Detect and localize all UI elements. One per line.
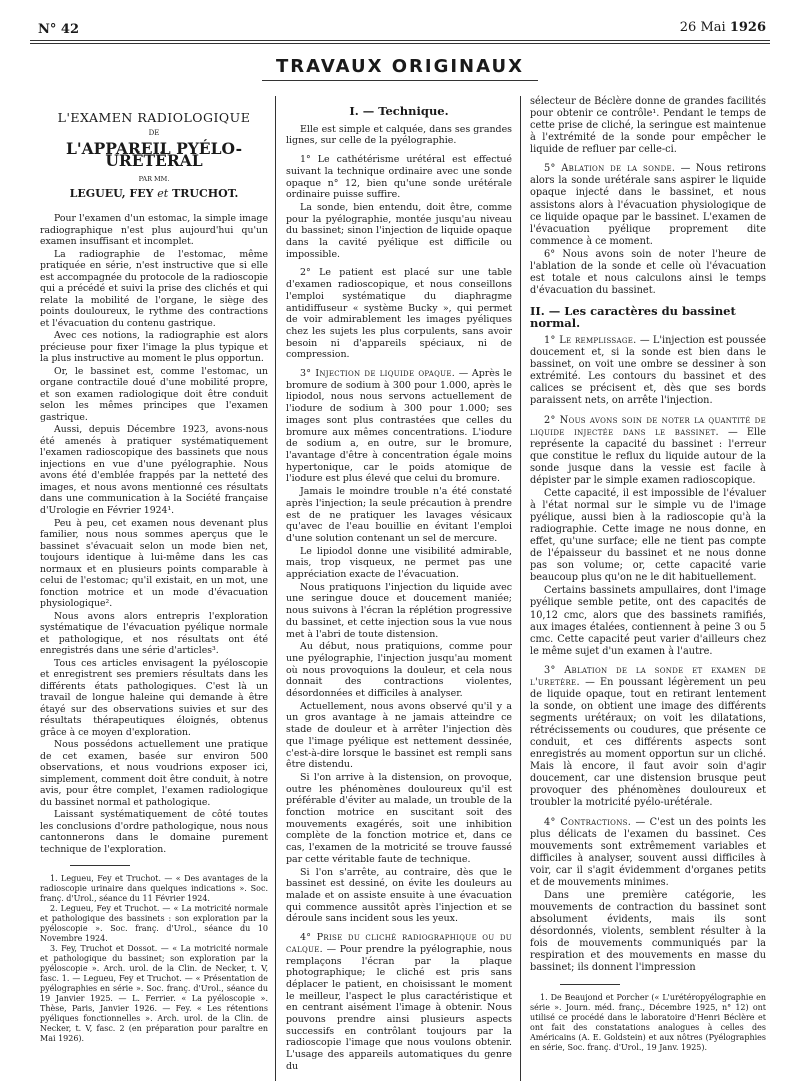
- paragraph: Cette capacité, il est impossible de l'évaluer à l'état normal sur le simple vu de l'image pyélique, aussi bien à la radioscopie qu'à la radiographie. Cette image ne nous donne, en effet, qu'une surface; elle ne tient pas compte de l'épaisseur du bassinet et ne nous donne pas son volume; or, cette capacité varie beaucoup plus qu'on ne le dit habituellement.: [530, 487, 766, 584]
- paragraph: Jamais le moindre trouble n'a été constaté après l'injection; la seule précaution à prendre est de ne pratiquer les lavages vésicaux qu'avec de l'eau bouillie en évitant l'emploi d'une solution contenant un sel de mercure.: [286, 486, 512, 544]
- paragraph: La radiographie de l'estomac, même pratiquée en série, n'est instructive que si elle est accompagnée du protocole de la radioscopie qui a précédé et suivi la prise des clichés et qui relate la mobilité de l'organe, le siège des points douloureux, le rythme des contractions et l'évacuation du contenu gastrique.: [40, 248, 268, 329]
- footnote: 1. Legueu, Fey et Truchot. — « Des avantages de la radioscopie urinaire dans quelques indications ». Soc. franç. d'Urol., séance du 11 Février 1924.: [40, 874, 268, 904]
- article-title-de: DE: [148, 128, 160, 137]
- section-title: TRAVAUX ORIGINAUX: [276, 56, 524, 77]
- section-title-rule: [262, 80, 538, 81]
- footnote: 1. De Beaujond et Porcher (« L'urétéropyélographie en série ». Journ. méd. franç., Décembre 1925, n° 12) ont utilisé ce procédé dans le laboratoire d'Henri Béclère et ont fait des constatations analogues à celles des Américains (A. E. Goldstein) et aux nôtres (Pyélographies en série, Soc. franç. d'Urol., 19 Janv. 1925).: [530, 993, 766, 1053]
- article-title-line2: L'APPAREIL PYÉLO-URÉTÉRAL: [65, 139, 243, 170]
- issue-date-year: 1926: [729, 20, 766, 35]
- article-par: PAR MM.: [138, 175, 170, 184]
- paragraph: 6° Nous avons soin de noter l'heure de l'ablation de la sonde et celle où l'évacuation est totale et nous calculons ainsi le temps d'évacuation du bassinet.: [530, 248, 766, 296]
- footnotes: [40, 874, 268, 1044]
- paragraph: 2° Le patient est placé sur une table d'examen radioscopique, et nous conseillons l'emploi systématique du diaphragme antidiffuseur « système Bucky », qui permet de voir admirablement les images pyéliques chez les sujets les plus corpulents, sans avoir besoin ni d'appareils spéciaux, ni de compression.: [286, 267, 512, 361]
- footnotes: [530, 993, 766, 1053]
- paragraph: [530, 817, 766, 889]
- run-in-heading: 1° Le remplissage.: [544, 335, 637, 347]
- paragraph: Le lipiodol donne une visibilité admirable, mais, trop visqueux, ne permet pas une appréciation exacte de l'évacuation.: [286, 545, 512, 581]
- paragraph: Certains bassinets ampullaires, dont l'image pyélique semble petite, ont des capacités de 10,12 cmc, alors que des bassinets ramifiés, aux images étalées, contiennent à peine 3 ou 5 cmc. Cette capacité peut varier d'ailleurs chez le même sujet d'un examen à l'autre.: [530, 585, 766, 657]
- paragraph: Nous avons alors entrepris l'exploration systématique de l'évacuation pyélique normale et pathologique, et nos résultats ont été enregistrés dans une série d'articles³.: [40, 610, 268, 657]
- run-in-heading: 3° Injection de liquide opaque.: [300, 368, 456, 380]
- column-divider-2: [520, 96, 521, 1081]
- section-heading-bassinet: II. — Les caractères du bassinet normal.: [530, 304, 736, 331]
- paragraph: [530, 665, 766, 810]
- footnote-rule: [560, 984, 620, 985]
- paragraph: Laissant systématiquement de côté toutes les conclusions d'ordre pathologique, nous nous cantonnerons dans le domaine purement technique de l'exploration.: [40, 809, 268, 855]
- run-in-heading: 4° Prise du cliché radiographique ou du calque.: [286, 932, 512, 955]
- paragraph: Pour l'examen d'un estomac, la simple image radiographique n'est plus aujourd'hui qu'un examen insuffisant et incomplet.: [40, 213, 268, 248]
- paragraph-text: — Après le bromure de sodium à 300 pour 1.000, après le lipiodol, nous nous servons actuellement de l'iodure de sodium à 300 pour 1.000; ses images sont plus contrastées que celles du bromure aux mêmes concentrations. L'iodure de sodium a, en outre, sur le bromure, l'avantage d'être à concentration égale moins hypertonique, car le poids atomique de l'iodure est plus élevé que celui du bromure.: [286, 368, 512, 485]
- paragraph: [530, 415, 766, 487]
- paragraph: [530, 163, 766, 247]
- run-in-heading: 2° Nous avons soin de noter la quantité de liquide injectée dans le bassinet.: [530, 414, 766, 438]
- issue-date: [680, 20, 766, 35]
- paragraph-text: — Nous retirons alors la sonde urétérale sans aspirer le liquide opaque injecté dans le bassinet, et nous assistons alors à l'évacuation physiologique de ce liquide opaque par le bassinet. L'examen de l'évacuation pyélique proprement dite commence à ce moment.: [530, 163, 766, 247]
- paragraph: Aussi, depuis Décembre 1923, avons-nous été amenés à pratiquer systématiquement l'examen radioscopique des bassinets que nous injections en vue d'une pyélographie. Nous avons été d'emblée frappés par la netteté des images, et nous avons mentionné ces résultats dans une communication à la Société française d'Urologie en Février 1924¹.: [40, 424, 268, 516]
- footnote-rule: [70, 865, 130, 866]
- paragraph: Avec ces notions, la radiographie est alors précieuse pour fixer l'image la plus typique et la plus instructive au moment le plus opportun.: [40, 330, 268, 365]
- column-3: [530, 96, 766, 1053]
- paragraph: [530, 335, 766, 407]
- header-rule-2: [30, 43, 770, 44]
- run-in-heading: 4° Contractions.: [544, 816, 632, 828]
- authors-et: et: [157, 186, 169, 200]
- article-authors: [40, 188, 268, 200]
- paragraph: sélecteur de Béclère donne de grandes facilités pour obtenir ce contrôle¹. Pendant le temps de cette prise de cliché, la seringue est maintenue à l'extrémité de la sonde pour empêcher le liquide de refluer par celle-ci.: [530, 96, 766, 156]
- header-rule: [30, 40, 770, 41]
- paragraph: Or, le bassinet est, comme l'estomac, un organe contractile doué d'une mobilité propre, et son examen radiologique doit être conduit selon les mêmes principes que l'examen gastrique.: [40, 365, 268, 423]
- paragraph: 1° Le cathétérisme urétéral est effectué suivant la technique ordinaire avec une sonde opaque n° 12, bien qu'une sonde urétérale ordinaire puisse suffire.: [286, 154, 512, 201]
- paragraph: Elle est simple et calquée, dans ses grandes lignes, sur celle de la pyélographie.: [286, 123, 512, 147]
- issue-number: N° 42: [38, 22, 79, 37]
- paragraph: Si l'on arrive à la distension, on provoque, outre les phénomènes douloureux qu'il est préférable d'éviter au malade, un trouble de la fonction motrice en suscitant soit des mouvements exagérés, soit une inhibition complète de la fonction motrice et, dans ce cas, l'examen de la motricité se trouve faussé par cette véritable faute de technique.: [286, 771, 512, 865]
- authors-a: LEGUEU, FEY: [69, 186, 154, 200]
- column-2: [286, 104, 512, 1074]
- paragraph: [286, 368, 512, 485]
- paragraph: Nous pratiquons l'injection du liquide avec une seringue douce et doucement maniée; nous suivons à l'écran la réplétion progressive du bassinet, et cette injection sous la vue nous met à l'abri de toute distension.: [286, 581, 512, 640]
- paragraph: Au début, nous pratiquions, comme pour une pyélographie, l'injection jusqu'au moment où nous provoquions la douleur, et cela nous donnait des contractions violentes, désordonnées et difficiles à analyser.: [286, 641, 512, 700]
- run-in-heading: 5° Ablation de la sonde.: [544, 163, 676, 175]
- article-title-line1: L'EXAMEN RADIOLOGIQUE: [57, 110, 251, 125]
- paragraph-text: — C'est un des points les plus délicats de l'examen du bassinet. Ces mouvements sont extrêmement variables et difficiles à analyser, souvent aussi difficiles à voir, car il s'agit évidemment d'organes petits et de mouvements minimes.: [530, 816, 766, 888]
- authors-b: TRUCHOT.: [172, 186, 239, 200]
- column-1: [40, 112, 268, 1044]
- paragraph: Nous possédons actuellement une pratique de cet examen, basée sur environ 500 observations, et nous voudrions exposer ici, simplement, comment doit être conduit, à notre avis, pour être complet, l'examen radiologique du bassinet normal et pathologique.: [40, 739, 268, 808]
- paragraph: Actuellement, nous avons observé qu'il y a un gros avantage à ne jamais atteindre ce stade de douleur et à arrêter l'injection dès que l'image pyélique est nettement dessinée, c'est-à-dire lorsque le bassinet est rempli sans être distendu.: [286, 700, 512, 771]
- run-in-heading: 3° Ablation de la sonde et examen de l'uretère.: [530, 664, 766, 688]
- paragraph-text: — Pour prendre la pyélographie, nous remplaçons l'écran par la plaque photographique; le cliché est pris sans déplacer le patient, en choisissant le moment le meilleur, l'aspect le plus caractéristique et en centrant aisément l'image à obtenir. Nous pouvons prendre ainsi plusieurs aspects successifs en contrôlant toujours par la radioscopie l'image que nous voulons obtenir. L'usage des appareils automatiques du genre du: [286, 943, 512, 1072]
- paragraph: La sonde, bien entendu, doit être, comme pour la pyélographie, montée jusqu'au niveau du bassinet; sinon l'injection de liquide opaque dans la cavité pyélique est difficile ou impossible.: [286, 201, 512, 260]
- paragraph-text: — Elle représente la capacité du bassinet : l'erreur que constitue le reflux du liquide autour de la sonde jusque dans la vessie est facile à dépister par le simple examen radioscopique.: [530, 426, 766, 486]
- paragraph: Dans une première catégorie, les mouvements de contraction du bassinet sont absolument évidents, mais ils sont désordonnés, violents, semblent résulter à la fois de mouvements communiqués par la respiration et des mouvements en masse du bassinet; ils donnent l'impression: [530, 889, 766, 974]
- column-divider-1: [275, 96, 276, 1081]
- paragraph-text: — En poussant légèrement un peu de liquide opaque, tout en retirant lentement la sonde, on obtient une image des différents segments urétéraux; on voit les dilatations, rétrécissements ou coudures, que présente ce conduit, et ces différents aspects sont enregistrés au moment opportun sur un cliché. Mais là encore, il faut avoir soin d'agir doucement, car une distension brusque peut provoquer des phénomènes douloureux et troubler la motricité pyélo-urétérale.: [530, 676, 766, 809]
- paragraph: Tous ces articles envisagent la pyéloscopie et enregistrent ses premiers résultats dans les différents états pathologiques. C'est là un travail de longue haleine qui demande à être étayé sur des observations suivies et sur des résultats thérapeutiques éloignés, obtenus grâce à ce moyen d'exploration.: [40, 657, 268, 738]
- paragraph-text: — L'injection est poussée doucement et, si la sonde est bien dans le bassinet, on voit une ombre se dessiner à son extrémité. Les contours du bassinet et des calices se précisent et, dès que ses bords paraissent nets, on arrête l'injection.: [530, 335, 766, 407]
- section-heading-technique: I. — Technique.: [349, 104, 449, 118]
- issue-date-day: 26 Mai: [679, 20, 726, 35]
- paragraph: Si l'on s'arrête, au contraire, dès que le bassinet est dessiné, on évite les douleurs au malade et on assiste ensuite à une évacuation qui commence aussitôt après l'injection et se déroule sans incident sous les yeux.: [286, 866, 512, 925]
- footnote: 2. Legueu, Fey et Truchot. — « La motricité normale et pathologique des bassinets : son exploration par la pyéloscopie ». Soc. franç. d'Urol., séance du 10 Novembre 1924.: [40, 904, 268, 944]
- paragraph: [286, 932, 512, 1072]
- paragraph: Peu à peu, cet examen nous devenant plus familier, nous nous sommes aperçus que le bassinet s'évacuait selon un mode bien net, toujours identique à lui-même dans les cas normaux et en plusieurs points comparable à celui de l'estomac; qu'il existait, en un mot, une fonction motrice et un mode d'évacuation physiologique².: [40, 517, 268, 610]
- footnote: 3. Fey, Truchot et Dossot. — « La motricité normale et pathologique du bassinet; son exploration par la pyéloscopie ». Arch. urol. de la Clin. de Necker, t. V, fasc. 1. — Legueu, Fey et Truchot. — « Présentation de pyélographies en série ». Soc. franç. d'Urol., séance du 19 Janvier 1925. — L. Ferrier. « La pyéloscopie ». Thèse, Paris, Janvier 1926. — Fey. « Les rétentions pyéliques fonctionnelles ». Arch. urol. de la Clin. de Necker, t. V, fasc. 2 (en préparation pour paraître en Mai 1926).: [40, 944, 268, 1044]
